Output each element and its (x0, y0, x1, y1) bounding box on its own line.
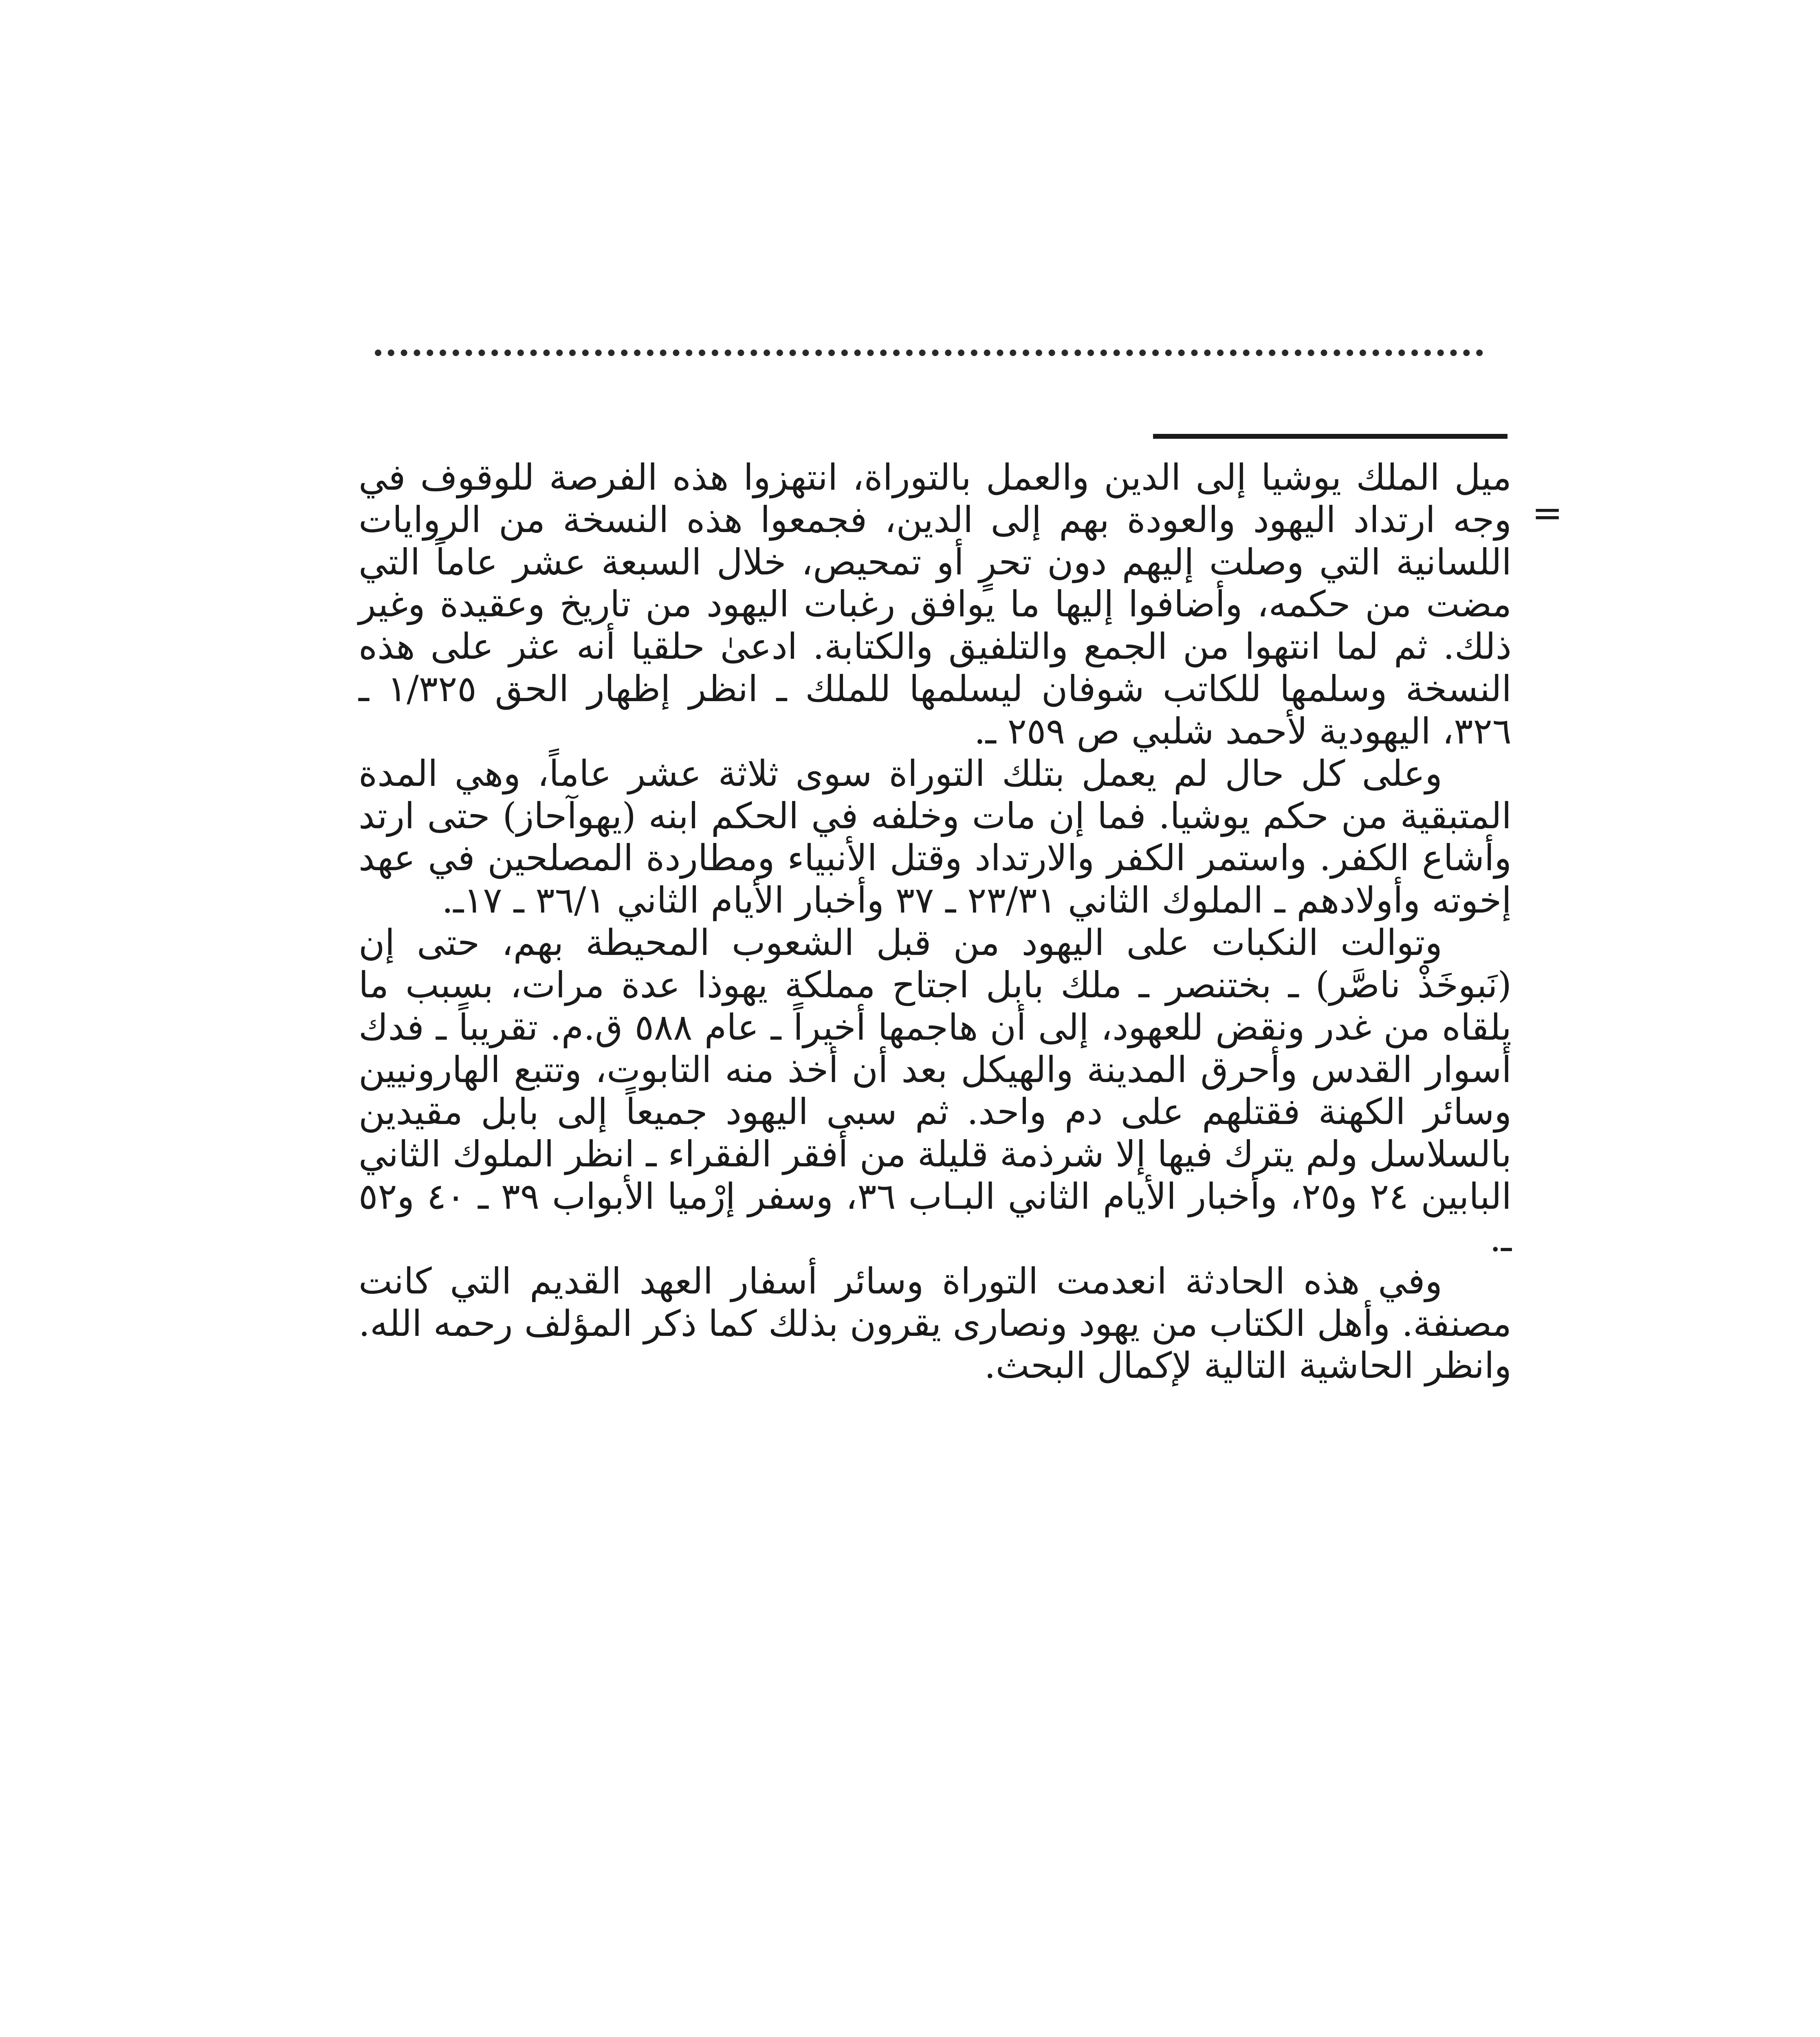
footnote-paragraph: وعلى كل حال لم يعمل بتلك التوراة سوى ثلاثة عشر عاماً، وهي المدة المتبقية من حكم يوشيا. فما إن مات وخلفه في الحكم ابنه (يهوآحاز) حتى ارتد وأشاع الكفر. واستمر الكفر والارتداد وقتل الأنبياء ومطاردة المصلحين في عهد إخوته وأولادهم ـ الملوك الثاني ٢٣/٣١ ـ ٣٧ وأخبار الأيام الثاني ٣٦/١ ـ ١٧ـ. (359, 752, 1512, 922)
footnote-paragraph: ميل الملك يوشيا إلى الدين والعمل بالتوراة، انتهزوا هذه الفرصة للوقوف في وجه ارتداد اليهود والعودة بهم إلى الدين، فجمعوا هذه النسخة من الروايات اللسانية التي وصلت إليهم دون تحرٍ أو تمحيص، خلال السبعة عشر عاماً التي مضت من حكمه، وأضافوا إليها ما يوافق رغبات اليهود من تاريخ وعقيدة وغير ذلك. ثم لما انتهوا من الجمع والتلفيق والكتابة. ادعىٰ حلقيا أنه عثر على هذه النسخة وسلمها للكاتب شوفان ليسلمها للملك ـ انظر إظهار الحق ١/٣٢٥ ـ ٣٢٦، اليهودية لأحمد شلبي ص ٢٥٩ ـ. (359, 456, 1512, 752)
footnote-rule (1153, 434, 1507, 439)
footnote-text (359, 456, 1512, 1387)
dotted-separator (375, 350, 1483, 356)
continuation-mark: = (1532, 492, 1563, 535)
footnote-paragraph: وفي هذه الحادثة انعدمت التوراة وسائر أسفار العهد القديم التي كانت مصنفة. وأهل الكتاب من يهود ونصارى يقرون بذلك كما ذكر المؤلف رحمه الله. وانظر الحاشية التالية لإكمال البحث. (359, 1260, 1512, 1387)
footnote-paragraph: وتوالت النكبات على اليهود من قبل الشعوب المحيطة بهم، حتى إن (نَبوخَذْ ناصَّر) ـ بختنصر ـ ملك بابل اجتاح مملكة يهوذا عدة مرات، بسبب ما يلقاه من غدر ونقض للعهود، إلى أن هاجمها أخيراً ـ عام ٥٨٨ ق.م. تقريباً ـ فدك أسوار القدس وأحرق المدينة والهيكل بعد أن أخذ منه التابوت، وتتبع الهارونيين وسائر الكهنة فقتلهم على دم واحد. ثم سبى اليهود جميعاً إلى بابل مقيدين بالسلاسل ولم يترك فيها إلا شرذمة قليلة من أفقر الفقراء ـ انظر الملوك الثاني البابين ٢٤ و٢٥، وأخبار الأيام الثاني البـاب ٣٦، وسفر إرْميا الأبواب ٣٩ ـ ٤٠ و٥٢ ـ. (359, 922, 1512, 1260)
